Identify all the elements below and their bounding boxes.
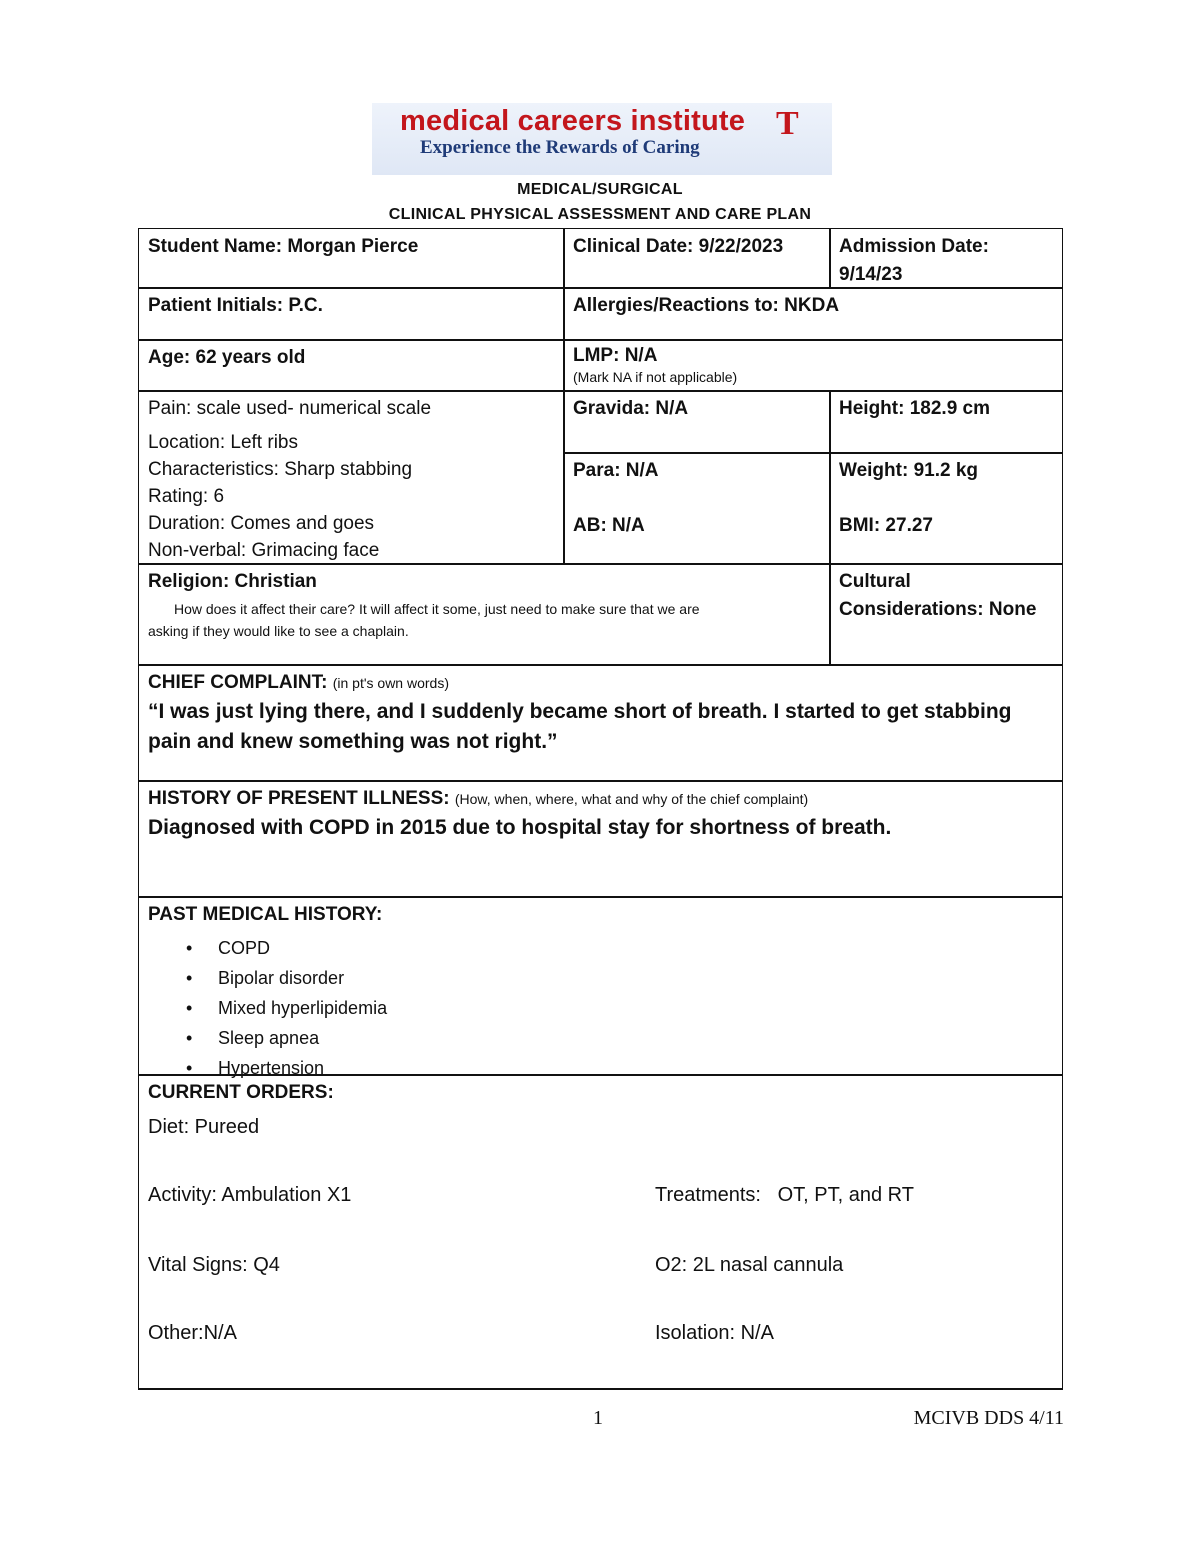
document-code: MCIVB DDS 4/11 [913,1407,1064,1429]
student-name-cell [138,228,565,289]
order-treatments: Treatments: OT, PT, and RT [655,1184,914,1206]
clinical-date-cell [563,228,831,289]
pain-rating: Rating: 6 [148,486,225,507]
hpi-text: Diagnosed with COPD in 2015 due to hospital stay for shortness of breath. [148,816,892,839]
list-item: • Bipolar disorder [218,963,1053,993]
admission-date-label: Admission Date: [839,236,989,257]
order-vital-signs: Vital Signs: Q4 [148,1254,280,1276]
bmi: BMI: 27.27 [839,515,933,536]
order-isolation: Isolation: N/A [655,1322,774,1344]
gravida: Gravida: N/A [573,398,689,419]
pmh-list [148,933,1053,1083]
height-cell [829,390,1063,454]
chief-complaint-cell [138,664,1063,782]
form-title-line2: CLINICAL PHYSICAL ASSESSMENT AND CARE PLAN [388,206,812,223]
ab: AB: N/A [573,515,645,536]
cultural-value: Considerations: None [839,599,1037,620]
order-activity: Activity: Ambulation X1 [148,1184,352,1206]
patient-initials: Patient Initials: P.C. [148,295,323,316]
para-ab-cell [563,452,831,565]
para: Para: N/A [573,460,659,481]
list-item: • Hypertension [218,1053,1053,1083]
religion-question-line1: How does it affect their care? It will affect it some, just need to make sure that we are [174,601,700,617]
page-number: 1 [593,1407,603,1429]
religion-cell [138,563,831,666]
weight-bmi-cell [829,452,1063,565]
pain-cell [138,390,565,565]
order-other: Other:N/A [148,1322,237,1344]
hpi-heading [148,785,1053,813]
hpi-note: (How, when, where, what and why of the chief complaint) [454,791,809,807]
admission-date-cell [829,228,1063,289]
religion-question-line2: asking if they would like to see a chaplain. [148,623,409,639]
chief-complaint-note: (in pt's own words) [332,675,449,691]
pain-scale: Pain: scale used- numerical scale [148,398,432,419]
age-cell [138,339,565,392]
clinical-date: Clinical Date: 9/22/2023 [573,236,784,257]
hpi-cell [138,780,1063,898]
order-diet: Diet: Pureed [148,1116,260,1138]
chief-complaint-heading [148,669,1053,697]
list-item: • COPD [218,933,1053,963]
pain-nonverbal: Non-verbal: Grimacing face [148,540,380,561]
gravida-cell [563,390,831,454]
weight: Weight: 91.2 kg [839,460,979,481]
chief-complaint-text: “I was just lying there, and I suddenly became short of breath. I started to get stabbing pain and knew something was not right.” [148,700,1012,753]
orders-cell [138,1074,1063,1390]
age: Age: 62 years old [148,347,306,368]
logo-name: medical careers institute [400,105,746,137]
chief-complaint-label: CHIEF COMPLAINT: [148,672,328,693]
admission-date-value: 9/14/23 [839,264,903,285]
pain-characteristics: Characteristics: Sharp stabbing [148,459,413,480]
lmp-note: (Mark NA if not applicable) [573,369,738,385]
allergies: Allergies/Reactions to: NKDA [573,295,840,316]
cultural-cell [829,563,1063,666]
lmp: LMP: N/A [573,345,658,366]
form-title-line1: MEDICAL/SURGICAL [517,181,683,198]
institute-logo [372,103,832,175]
patient-initials-cell [138,287,565,341]
religion: Religion: Christian [148,571,317,592]
order-o2: O2: 2L nasal cannula [655,1254,844,1276]
pmh-label: PAST MEDICAL HISTORY: [148,904,383,925]
pain-duration: Duration: Comes and goes [148,513,375,534]
height: Height: 182.9 cm [839,398,990,419]
student-name: Student Name: Morgan Pierce [148,236,419,257]
hpi-label: HISTORY OF PRESENT ILLNESS: [148,788,450,809]
orders-label: CURRENT ORDERS: [148,1082,334,1103]
list-item: • Mixed hyperlipidemia [218,993,1053,1023]
list-item: • Sleep apnea [218,1023,1053,1053]
logo-mark: T [776,105,799,142]
logo-tagline: Experience the Rewards of Caring [420,137,700,158]
allergies-cell [563,287,1063,341]
pmh-cell [138,896,1063,1076]
lmp-cell [563,339,1063,392]
cultural-label: Cultural [839,571,911,592]
pain-location: Location: Left ribs [148,432,298,453]
